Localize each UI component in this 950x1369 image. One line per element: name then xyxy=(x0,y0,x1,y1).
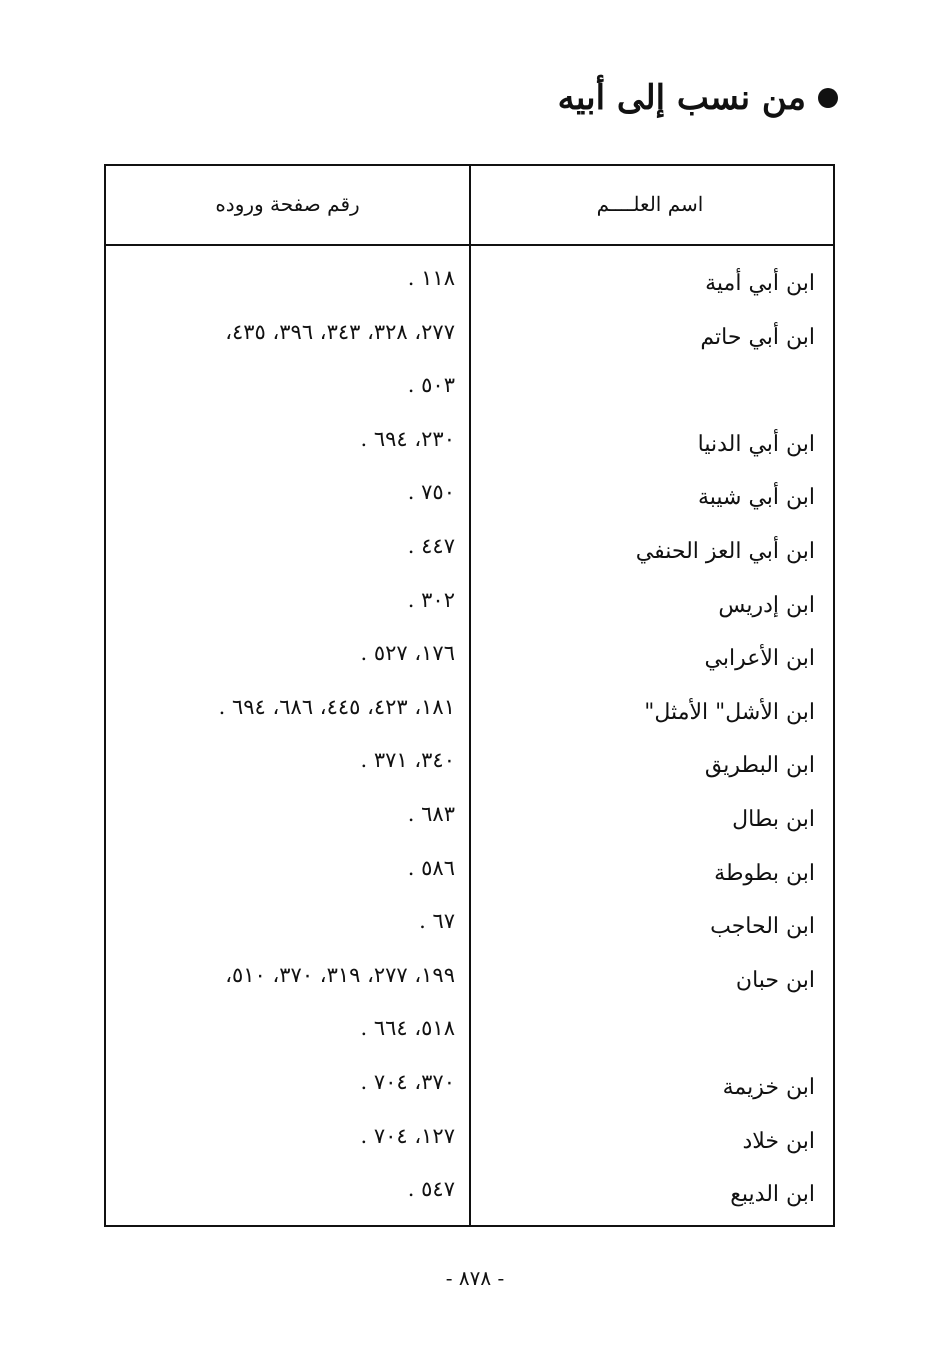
table-row xyxy=(106,794,833,848)
table-row xyxy=(106,365,833,419)
page-number: - ٨٧٨ - xyxy=(445,1266,505,1290)
name-cell: ابن الديبع xyxy=(730,1182,815,1208)
pages-cell: ٥٨٦ . xyxy=(407,855,455,880)
table-row xyxy=(106,419,833,473)
name-cell: ابن خلاد xyxy=(742,1128,815,1154)
table-row xyxy=(106,580,833,634)
table-row xyxy=(106,687,833,741)
table-row xyxy=(106,955,833,1009)
pages-cell: ٥٤٧ . xyxy=(407,1177,455,1202)
heading-title: من نسب إلى أبيه xyxy=(557,78,806,118)
column-header-name: اسم العلــــم xyxy=(596,192,704,216)
section-heading xyxy=(558,78,838,119)
name-cell: ابن أبي أمية xyxy=(705,271,815,296)
name-cell: ابن الأشل" الأمثل" xyxy=(644,699,815,725)
column-header-pages: رقم صفحة وروده xyxy=(215,192,360,216)
pages-cell: ١٢٧، ٧٠٤ . xyxy=(360,1123,455,1148)
pages-cell: ٤٤٧ . xyxy=(407,533,455,558)
pages-cell: ٦٨٣ . xyxy=(407,801,455,826)
pages-cell: ٣٠٢ . xyxy=(407,587,455,612)
pages-cell: ٣٤٠، ٣٧١ . xyxy=(360,748,455,773)
names-index-table xyxy=(104,164,835,1227)
pages-cell: ٢٣٠، ٦٩٤ . xyxy=(360,426,455,451)
table-row xyxy=(106,848,833,902)
name-cell: ابن البطريق xyxy=(704,753,815,779)
pages-cell: ١١٨ . xyxy=(407,266,455,290)
name-cell: ابن أبي حاتم xyxy=(700,324,815,350)
table-row xyxy=(106,740,833,794)
table-row xyxy=(106,258,833,312)
pages-cell: ٧٥٠ . xyxy=(407,480,455,505)
name-cell: ابن خزيمة xyxy=(722,1074,815,1100)
name-cell: ابن حبان xyxy=(735,967,815,993)
table-row xyxy=(106,901,833,955)
pages-cell: ٢٧٧، ٣٢٨، ٣٤٣، ٣٩٦، ٤٣٥، xyxy=(225,319,455,344)
name-cell: ابن الحاجب xyxy=(710,914,815,940)
name-cell: ابن إدريس xyxy=(718,592,815,618)
name-cell: ابن الأعرابي xyxy=(704,646,815,672)
pages-cell: ٥١٨، ٦٦٤ . xyxy=(360,1016,455,1041)
table-row xyxy=(106,1062,833,1116)
table-row xyxy=(106,1008,833,1062)
name-cell: ابن أبي الدنيا xyxy=(697,431,815,457)
pages-cell: ٣٧٠، ٧٠٤ . xyxy=(360,1069,455,1094)
header-divider xyxy=(106,244,833,246)
name-cell: ابن أبي شيبة xyxy=(697,485,815,511)
pages-cell: ١٨١، ٤٢٣، ٤٤٥، ٦٨٦، ٦٩٤ . xyxy=(218,694,455,719)
name-cell: ابن بطوطة xyxy=(714,860,815,886)
table-body xyxy=(106,258,833,1223)
pages-cell: ١٩٩، ٢٧٧، ٣١٩، ٣٧٠، ٥١٠، xyxy=(225,962,455,987)
table-row xyxy=(106,312,833,366)
bullet-icon xyxy=(818,88,838,108)
name-cell: ابن بطال xyxy=(732,806,815,832)
pages-cell: ٥٠٣ . xyxy=(407,373,455,398)
table-row xyxy=(106,472,833,526)
table-row xyxy=(106,1169,833,1223)
name-cell: ابن أبي العز الحنفي xyxy=(635,538,815,564)
pages-cell: ١٧٦، ٥٢٧ . xyxy=(360,641,455,666)
pages-cell: ٦٧ . xyxy=(419,909,455,934)
table-row xyxy=(106,633,833,687)
table-row xyxy=(106,1116,833,1170)
table-row xyxy=(106,526,833,580)
